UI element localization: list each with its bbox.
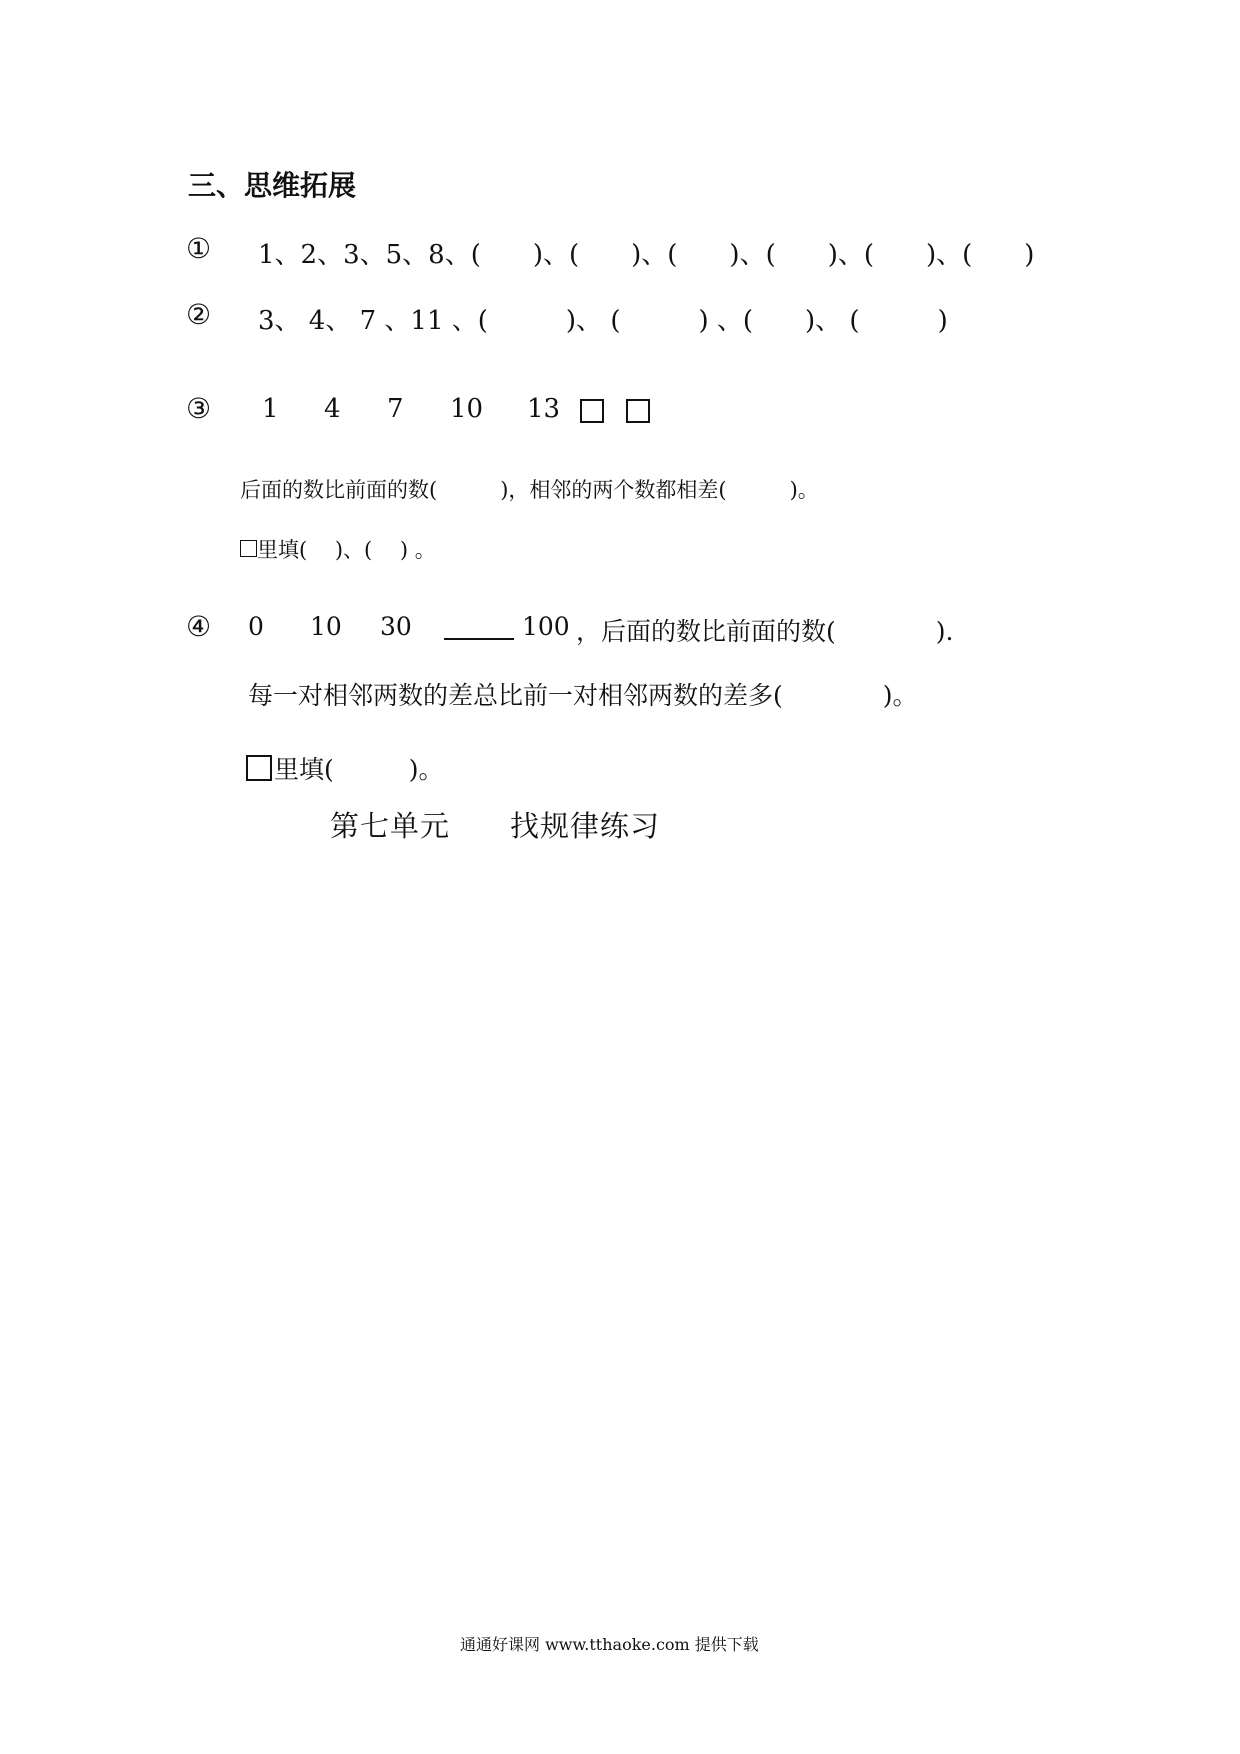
- answer-box[interactable]: [626, 399, 650, 423]
- question-1-marker: ①: [186, 232, 212, 265]
- question-2-sequence: 3、 4、 7 、11 、( )、 ( ) 、( )、 ( ): [258, 306, 948, 336]
- sequence-number: 30: [380, 612, 412, 641]
- answer-box[interactable]: [580, 399, 604, 423]
- sequence-number: 13: [527, 394, 561, 424]
- question-3-line-2-text: 里填( )、( ) 。: [257, 538, 436, 562]
- unit-title: 第七单元 找规律练习: [330, 809, 661, 843]
- question-4-marker: ④: [186, 610, 212, 643]
- question-4-line-1: 每一对相邻两数的差总比前一对相邻两数的差多( )。: [248, 681, 918, 710]
- sequence-number: 0: [248, 612, 264, 641]
- sequence-number: 4: [324, 394, 341, 424]
- question-1-sequence: 1、2、3、5、8、( )、( )、( )、( )、( )、( ): [258, 240, 1035, 270]
- footer-credit: 通通好课网 www.tthaoke.com 提供下载: [460, 1635, 759, 1654]
- answer-box-symbol: [246, 755, 272, 781]
- sequence-number: 10: [450, 394, 484, 424]
- sequence-number: 100: [522, 612, 570, 641]
- question-4-tail: ，后面的数比前面的数( ).: [576, 617, 954, 646]
- question-3-marker: ③: [186, 392, 212, 425]
- sequence-number: 7: [387, 394, 404, 424]
- question-3-line-2: [240, 534, 436, 564]
- answer-blank[interactable]: [444, 614, 514, 640]
- question-4-line-2-text: 里填( )。: [274, 755, 444, 784]
- sequence-number: 10: [310, 612, 342, 641]
- section-title: 三、思维拓展: [188, 169, 357, 202]
- sequence-number: 1: [262, 394, 279, 424]
- answer-box-symbol: [240, 540, 257, 557]
- question-2-marker: ②: [186, 298, 212, 331]
- question-4-line-2: [246, 750, 444, 786]
- question-3-line-1: 后面的数比前面的数( )，相邻的两个数都相差( )。: [240, 478, 819, 502]
